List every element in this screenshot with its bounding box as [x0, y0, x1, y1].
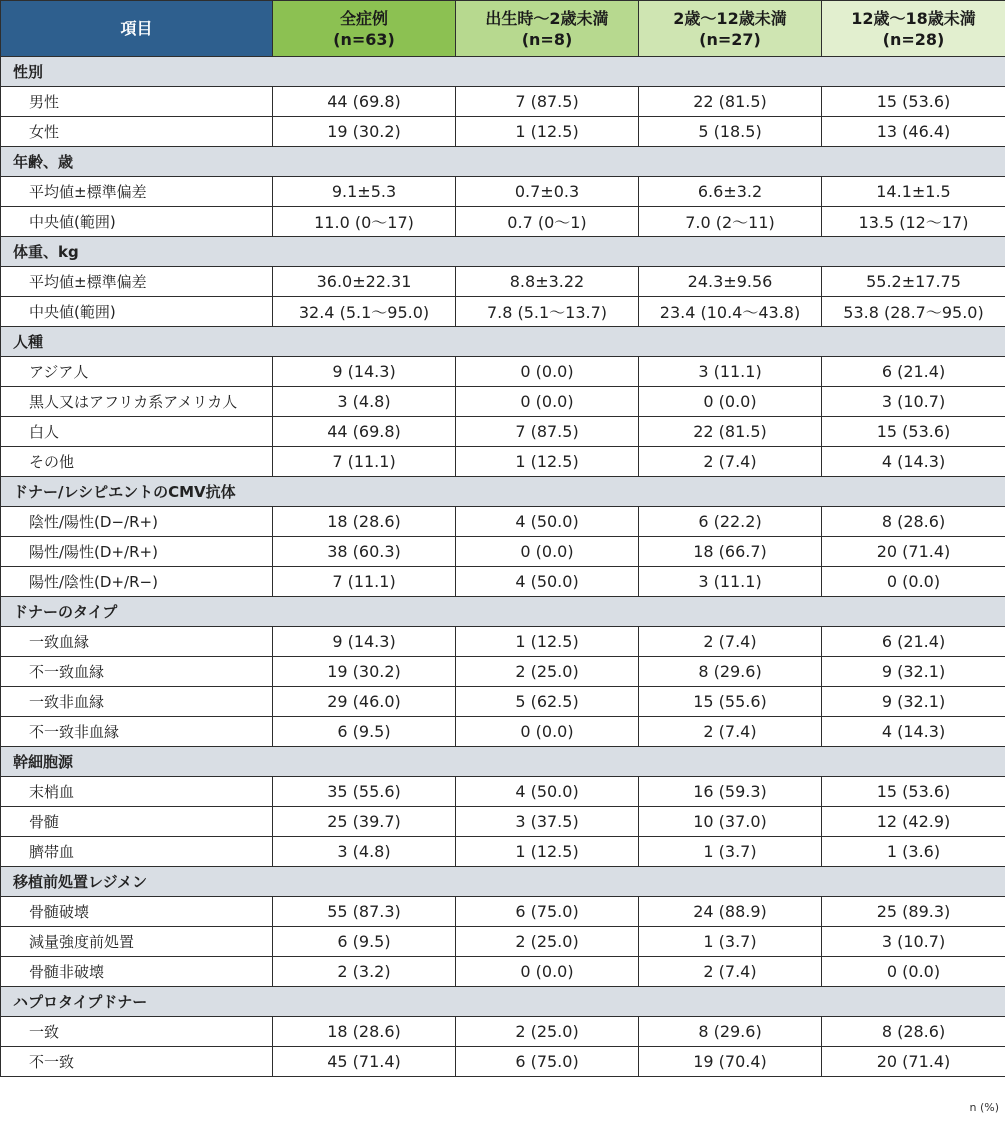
header-line-2: (n=27)	[699, 29, 761, 49]
value-cell: 55 (87.3)	[273, 897, 456, 927]
value-cell: 2 (25.0)	[456, 657, 639, 687]
table-row	[1, 537, 1005, 567]
value-cell: 2 (7.4)	[639, 717, 822, 747]
row-label: その他	[1, 447, 273, 477]
value-cell: 24.3±9.56	[639, 267, 822, 297]
section-title: ハプロタイプドナー	[1, 987, 1005, 1017]
value-cell: 0 (0.0)	[456, 387, 639, 417]
value-cell: 19 (30.2)	[273, 657, 456, 687]
row-label: 陰性/陽性(D−/R+)	[1, 507, 273, 537]
value-cell: 18 (28.6)	[273, 1017, 456, 1047]
header-cell-all	[273, 1, 456, 57]
section-row	[1, 867, 1005, 897]
header-line-2: (n=8)	[521, 29, 573, 49]
value-cell: 5 (62.5)	[456, 687, 639, 717]
row-label: 平均値±標準偏差	[1, 267, 273, 297]
value-cell: 8 (28.6)	[822, 1017, 1005, 1047]
value-cell: 8 (29.6)	[639, 657, 822, 687]
row-label: 骨髄破壊	[1, 897, 273, 927]
table-row	[1, 1017, 1005, 1047]
value-cell: 0 (0.0)	[639, 387, 822, 417]
section-row	[1, 747, 1005, 777]
value-cell: 4 (50.0)	[456, 567, 639, 597]
value-cell: 0 (0.0)	[456, 717, 639, 747]
value-cell: 7.8 (5.1〜13.7)	[456, 297, 639, 327]
section-title: 性別	[1, 57, 1005, 87]
table-row	[1, 87, 1005, 117]
row-label: 陽性/陰性(D+/R−)	[1, 567, 273, 597]
value-cell: 2 (25.0)	[456, 1017, 639, 1047]
value-cell: 4 (50.0)	[456, 777, 639, 807]
header-line-1: 全症例	[339, 8, 388, 28]
value-cell: 4 (14.3)	[822, 447, 1005, 477]
section-row	[1, 327, 1005, 357]
value-cell: 2 (25.0)	[456, 927, 639, 957]
table-row	[1, 447, 1005, 477]
value-cell: 3 (11.1)	[639, 567, 822, 597]
row-label: 中央値(範囲)	[1, 297, 273, 327]
section-title: ドナー/レシピエントのCMV抗体	[1, 477, 1005, 507]
value-cell: 25 (89.3)	[822, 897, 1005, 927]
value-cell: 2 (7.4)	[639, 447, 822, 477]
value-cell: 0.7 (0〜1)	[456, 207, 639, 237]
value-cell: 2 (3.2)	[273, 957, 456, 987]
value-cell: 19 (70.4)	[639, 1047, 822, 1077]
value-cell: 20 (71.4)	[822, 537, 1005, 567]
header-cell-12-18y	[822, 1, 1005, 57]
value-cell: 25 (39.7)	[273, 807, 456, 837]
value-cell: 15 (55.6)	[639, 687, 822, 717]
section-row	[1, 597, 1005, 627]
value-cell: 9.1±5.3	[273, 177, 456, 207]
value-cell: 4 (14.3)	[822, 717, 1005, 747]
value-cell: 6 (21.4)	[822, 627, 1005, 657]
header-line-1: 出生時〜2歳未満	[485, 8, 609, 28]
row-label: 不一致非血縁	[1, 717, 273, 747]
header-line-1: 12歳〜18歳未満	[851, 8, 976, 28]
value-cell: 3 (10.7)	[822, 927, 1005, 957]
header-line-2: (n=28)	[882, 29, 945, 49]
row-label: 中央値(範囲)	[1, 207, 273, 237]
section-row	[1, 987, 1005, 1017]
row-label: 一致非血縁	[1, 687, 273, 717]
value-cell: 3 (4.8)	[273, 837, 456, 867]
value-cell: 0 (0.0)	[456, 537, 639, 567]
header-cell-2-12y	[639, 1, 822, 57]
value-cell: 7 (11.1)	[273, 567, 456, 597]
table-row	[1, 507, 1005, 537]
value-cell: 0 (0.0)	[822, 567, 1005, 597]
table-row	[1, 297, 1005, 327]
value-cell: 0 (0.0)	[456, 957, 639, 987]
value-cell: 38 (60.3)	[273, 537, 456, 567]
footnote: n (%)	[969, 1101, 999, 1114]
value-cell: 2 (7.4)	[639, 627, 822, 657]
value-cell: 20 (71.4)	[822, 1047, 1005, 1077]
value-cell: 3 (10.7)	[822, 387, 1005, 417]
value-cell: 13 (46.4)	[822, 117, 1005, 147]
value-cell: 7 (11.1)	[273, 447, 456, 477]
table-row	[1, 417, 1005, 447]
value-cell: 1 (3.7)	[639, 927, 822, 957]
table-row	[1, 927, 1005, 957]
table-row	[1, 1047, 1005, 1077]
value-cell: 3 (4.8)	[273, 387, 456, 417]
section-title: ドナーのタイプ	[1, 597, 1005, 627]
value-cell: 16 (59.3)	[639, 777, 822, 807]
value-cell: 14.1±1.5	[822, 177, 1005, 207]
header-line-2: (n=63)	[333, 29, 395, 49]
value-cell: 22 (81.5)	[639, 87, 822, 117]
table-row	[1, 627, 1005, 657]
value-cell: 6 (9.5)	[273, 927, 456, 957]
table-row	[1, 387, 1005, 417]
table-row	[1, 897, 1005, 927]
table-row	[1, 267, 1005, 297]
value-cell: 1 (3.7)	[639, 837, 822, 867]
value-cell: 7 (87.5)	[456, 417, 639, 447]
row-label: 末梢血	[1, 777, 273, 807]
value-cell: 1 (12.5)	[456, 447, 639, 477]
section-title: 移植前処置レジメン	[1, 867, 1005, 897]
value-cell: 9 (32.1)	[822, 657, 1005, 687]
row-label: 骨髄非破壊	[1, 957, 273, 987]
table-row	[1, 717, 1005, 747]
value-cell: 6 (75.0)	[456, 897, 639, 927]
value-cell: 18 (28.6)	[273, 507, 456, 537]
row-label: 不一致血縁	[1, 657, 273, 687]
value-cell: 6 (9.5)	[273, 717, 456, 747]
value-cell: 3 (37.5)	[456, 807, 639, 837]
value-cell: 23.4 (10.4〜43.8)	[639, 297, 822, 327]
value-cell: 18 (66.7)	[639, 537, 822, 567]
value-cell: 9 (32.1)	[822, 687, 1005, 717]
value-cell: 7.0 (2〜11)	[639, 207, 822, 237]
value-cell: 7 (87.5)	[456, 87, 639, 117]
value-cell: 1 (12.5)	[456, 117, 639, 147]
table-row	[1, 357, 1005, 387]
header-cell-0-2y	[456, 1, 639, 57]
value-cell: 9 (14.3)	[273, 627, 456, 657]
value-cell: 44 (69.8)	[273, 417, 456, 447]
header-cell-item: 項目	[1, 1, 273, 57]
section-title: 体重、kg	[1, 237, 1005, 267]
value-cell: 5 (18.5)	[639, 117, 822, 147]
value-cell: 0.7±0.3	[456, 177, 639, 207]
row-label: 白人	[1, 417, 273, 447]
value-cell: 0 (0.0)	[456, 357, 639, 387]
table-row	[1, 837, 1005, 867]
value-cell: 6 (21.4)	[822, 357, 1005, 387]
value-cell: 22 (81.5)	[639, 417, 822, 447]
row-label: 一致	[1, 1017, 273, 1047]
header-row	[1, 1, 1005, 57]
value-cell: 3 (11.1)	[639, 357, 822, 387]
value-cell: 0 (0.0)	[822, 957, 1005, 987]
value-cell: 15 (53.6)	[822, 417, 1005, 447]
row-label: 減量強度前処置	[1, 927, 273, 957]
value-cell: 15 (53.6)	[822, 777, 1005, 807]
row-label: 臍帯血	[1, 837, 273, 867]
row-label: 一致血縁	[1, 627, 273, 657]
section-title: 年齢、歳	[1, 147, 1005, 177]
value-cell: 36.0±22.31	[273, 267, 456, 297]
header-line-1: 2歳〜12歳未満	[673, 8, 787, 28]
value-cell: 6 (75.0)	[456, 1047, 639, 1077]
value-cell: 4 (50.0)	[456, 507, 639, 537]
table-body	[1, 57, 1005, 1077]
row-label: 陽性/陽性(D+/R+)	[1, 537, 273, 567]
table-row	[1, 207, 1005, 237]
row-label: 黒人又はアフリカ系アメリカ人	[1, 387, 273, 417]
value-cell: 15 (53.6)	[822, 87, 1005, 117]
value-cell: 2 (7.4)	[639, 957, 822, 987]
value-cell: 10 (37.0)	[639, 807, 822, 837]
table-row	[1, 957, 1005, 987]
value-cell: 55.2±17.75	[822, 267, 1005, 297]
value-cell: 44 (69.8)	[273, 87, 456, 117]
section-row	[1, 477, 1005, 507]
value-cell: 6 (22.2)	[639, 507, 822, 537]
value-cell: 8 (29.6)	[639, 1017, 822, 1047]
value-cell: 12 (42.9)	[822, 807, 1005, 837]
value-cell: 29 (46.0)	[273, 687, 456, 717]
section-row	[1, 57, 1005, 87]
value-cell: 8 (28.6)	[822, 507, 1005, 537]
table-row	[1, 117, 1005, 147]
section-title: 幹細胞源	[1, 747, 1005, 777]
value-cell: 8.8±3.22	[456, 267, 639, 297]
row-label: 男性	[1, 87, 273, 117]
value-cell: 24 (88.9)	[639, 897, 822, 927]
section-row	[1, 237, 1005, 267]
row-label: 女性	[1, 117, 273, 147]
value-cell: 19 (30.2)	[273, 117, 456, 147]
table-row	[1, 567, 1005, 597]
value-cell: 11.0 (0〜17)	[273, 207, 456, 237]
section-title: 人種	[1, 327, 1005, 357]
value-cell: 53.8 (28.7〜95.0)	[822, 297, 1005, 327]
table-row	[1, 687, 1005, 717]
row-label: アジア人	[1, 357, 273, 387]
value-cell: 13.5 (12〜17)	[822, 207, 1005, 237]
value-cell: 1 (12.5)	[456, 837, 639, 867]
row-label: 骨髄	[1, 807, 273, 837]
value-cell: 1 (12.5)	[456, 627, 639, 657]
table-row	[1, 777, 1005, 807]
table-row	[1, 657, 1005, 687]
value-cell: 35 (55.6)	[273, 777, 456, 807]
value-cell: 45 (71.4)	[273, 1047, 456, 1077]
row-label: 不一致	[1, 1047, 273, 1077]
value-cell: 9 (14.3)	[273, 357, 456, 387]
section-row	[1, 147, 1005, 177]
value-cell: 32.4 (5.1〜95.0)	[273, 297, 456, 327]
table-row	[1, 177, 1005, 207]
value-cell: 6.6±3.2	[639, 177, 822, 207]
table-row	[1, 807, 1005, 837]
row-label: 平均値±標準偏差	[1, 177, 273, 207]
value-cell: 1 (3.6)	[822, 837, 1005, 867]
